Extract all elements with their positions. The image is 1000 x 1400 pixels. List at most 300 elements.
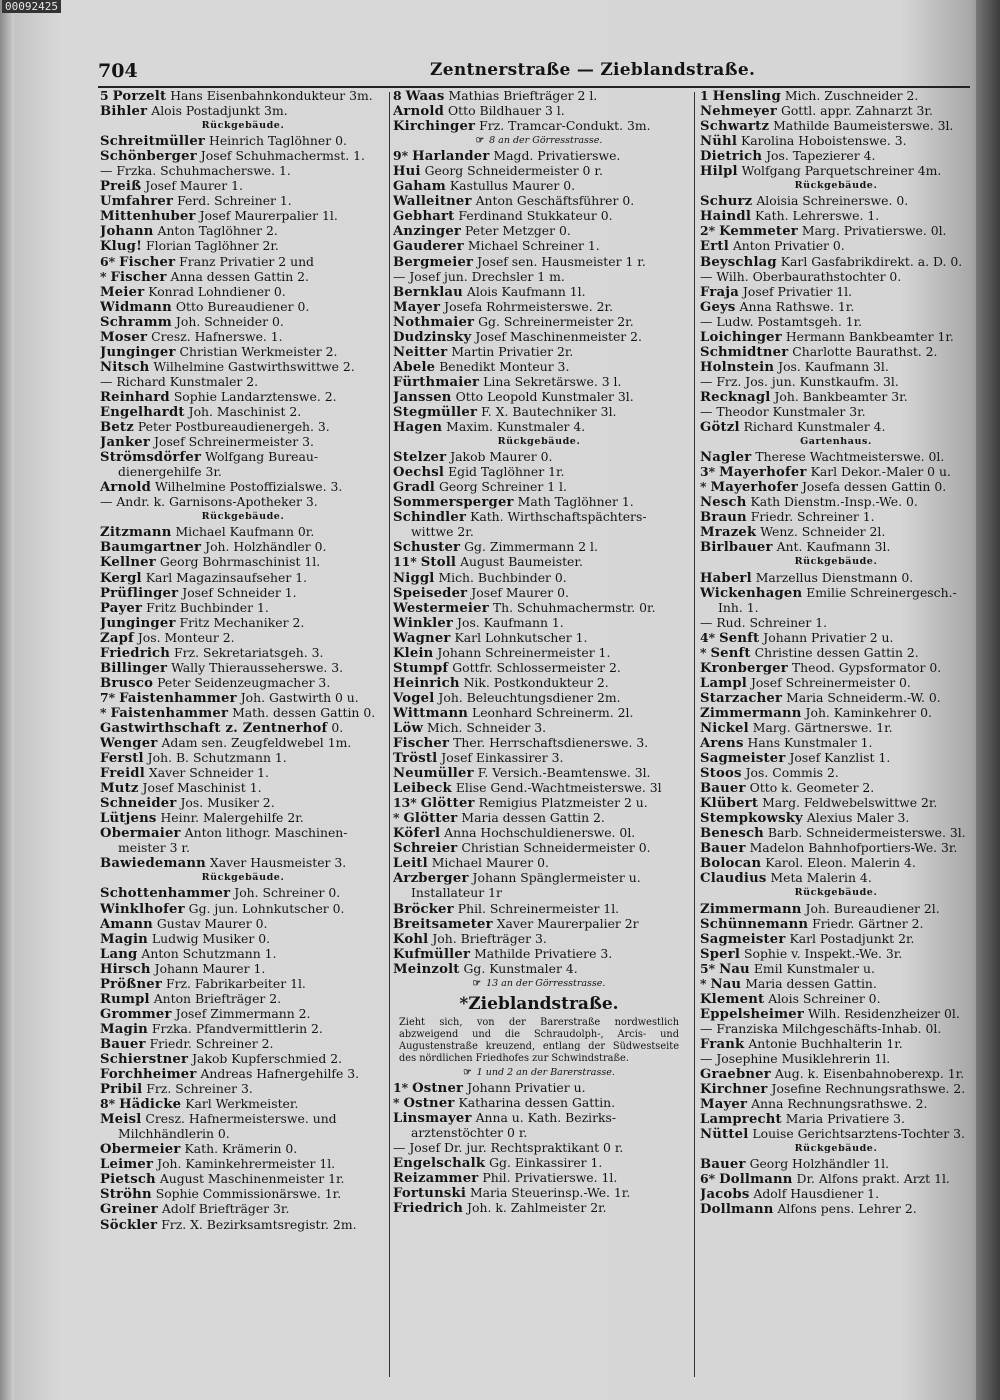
resident-details: Xaver Maurerpalier 2r [496,915,639,931]
resident-details: — Franziska Milchgeschäfts-Inhab. 0l. [700,1020,942,1036]
resident-surname: Mayerhofer [719,465,807,481]
house-number: 3* [700,464,716,480]
note-text: 8 an der Görresstrasse. [489,135,603,147]
directory-entry [700,1111,972,1126]
resident-surname: Walleitner [393,194,472,210]
directory-entry [393,148,685,163]
directory-entry [393,118,685,133]
resident-details: Meta Malerin 4. [770,870,872,886]
resident-surname: Greiner [100,1202,158,1218]
directory-entry [700,404,972,419]
resident-details: Kath. Krämerin 0. [184,1141,298,1157]
resident-surname: Niggl [393,570,435,586]
resident-details: Dr. Alfons prakt. Arzt 1l. [796,1171,950,1187]
resident-surname: Ertl [700,239,729,255]
resident-details: — Theodor Kunstmaler 3r. [700,403,866,419]
directory-entry [393,359,685,374]
resident-details: Joh. Kaminkehrer 0. [805,704,932,720]
pointing-hand-icon: ☞ [472,977,482,989]
resident-surname: Frank [700,1036,745,1052]
directory-entry [100,991,386,1006]
resident-surname: Geys [700,299,736,315]
house-number: 8* [100,1096,116,1112]
resident-details: Christine dessen Gattin 2. [754,644,919,660]
directory-entry [393,705,685,720]
resident-surname: Kohl [393,931,429,947]
resident-details: Cresz. Hafnerswe. 1. [151,328,283,344]
resident-surname: Fortunski [393,1186,467,1202]
resident-surname: Zapf [100,630,134,646]
resident-details: Mich. Schneider 3. [426,719,547,735]
resident-surname: Preiß [100,179,142,195]
directory-entry [100,1111,386,1126]
resident-surname: Zitzmann [100,525,172,541]
resident-details: Wolfgang Parquetschreiner 4m. [741,163,942,179]
resident-details: Joh. Maschinist 2. [188,403,302,419]
resident-details: Joh. Schneider 0. [175,313,284,329]
resident-details: Richard Kunstmaler 4. [743,419,886,435]
resident-details: Nik. Postkondukteur 2. [463,674,609,690]
resident-details: Joh. B. Schutzmann 1. [147,750,287,766]
cross-reference-note [393,1065,685,1080]
directory-entry [100,254,386,269]
directory-entry [100,615,386,630]
resident-surname: Freidl [100,766,145,782]
entry-continuation: Installateur 1r [411,885,502,901]
resident-details: Egid Taglöhner 1r. [448,464,565,480]
resident-surname: Gradl [393,480,435,496]
resident-surname: Mittenhuber [100,209,196,225]
resident-details: Mathias Briefträger 2 l. [448,88,598,103]
resident-details: Otto Bureaudiener 0. [175,298,310,314]
directory-entry [700,1021,972,1036]
resident-surname: Stumpf [393,660,449,676]
resident-details: Gottfr. Schlossermeister 2. [452,659,621,675]
resident-surname: Schmidtner [700,344,789,360]
resident-details: Math. dessen Gattin 0. [232,704,376,720]
directory-entry [700,1186,972,1201]
resident-details: Karolina Hoboistenswe. 3. [741,133,907,149]
resident-details: Alois Schreiner 0. [768,990,881,1006]
directory-entry [100,660,386,675]
directory-entry [393,1185,685,1200]
resident-surname: Porzelt [112,89,167,104]
resident-details: Otto Leopold Kunstmaler 3l. [455,388,634,404]
house-number: 5 [100,88,109,103]
resident-surname: Haberl [700,570,752,586]
resident-details: Th. Schuhmachermstr. 0r. [492,599,656,615]
resident-surname: Dollmann [700,1202,774,1217]
resident-details: Johann Privatier 2 u. [763,629,894,645]
resident-surname: Nitsch [100,359,150,375]
directory-entry [100,645,386,660]
resident-surname: Schottenhammer [100,886,231,902]
resident-surname: Schreier [393,841,458,857]
directory-entry [393,946,685,961]
directory-entry [700,705,972,720]
resident-details: Gg. Zimmermann 2 l. [464,539,598,555]
resident-details: Xaver Hausmeister 3. [209,855,347,871]
directory-entry [100,178,386,193]
directory-entry [700,916,972,931]
resident-details: Kath. Lehrerswe. 1. [755,208,880,224]
resident-details: Josef Privatier 1l. [742,283,853,299]
resident-surname: Glötter [420,796,475,812]
resident-details: Josef Schneider 1. [182,584,297,600]
resident-details: Antonie Buchhalterin 1r. [748,1035,903,1051]
resident-details: Jos. Kaufmann 3l. [778,358,889,374]
directory-entry [393,1155,685,1170]
resident-surname: Stempkowsky [700,811,803,827]
house-number: 6* [100,253,116,269]
resident-surname: Heinrich [393,675,460,691]
directory-entry [393,479,685,494]
directory-entry [100,780,386,795]
resident-surname: Nesch [700,495,747,511]
directory-entry [100,570,386,585]
resident-details: Gottl. appr. Zahnarzt 3r. [780,103,933,119]
resident-details: Otto k. Geometer 2. [749,780,875,796]
resident-surname: Arnold [393,104,444,120]
resident-surname: Bernklau [393,284,463,300]
resident-details: F. Versich.-Beamtenswe. 3l. [477,765,651,781]
resident-surname: Ostner [403,1095,455,1111]
resident-surname: Schönberger [100,149,197,165]
resident-details: Georg Bohrmaschinist 1l. [159,554,321,570]
resident-surname: Junginger [100,615,176,631]
directory-entry [393,690,685,705]
directory-entry [100,223,386,238]
resident-details: Anton Taglöhner 2. [157,223,278,239]
resident-surname: Friedrich [100,645,171,661]
resident-details: Josef Einkassirer 3. [441,750,564,766]
resident-surname: Hädicke [119,1097,182,1113]
resident-details: Elise Gend.-Wachtmeisterswe. 3l [455,780,662,796]
directory-entry [393,675,685,690]
house-number: * [700,975,707,991]
resident-details: Josefine Rechnungsrathswe. 2. [771,1081,966,1097]
resident-details: Gg. Einkassirer 1. [489,1155,603,1171]
resident-details: Gg. jun. Lohnkutscher 0. [188,900,345,916]
directory-entry [700,449,972,464]
resident-surname: Johann [100,224,154,240]
resident-surname: Nüttel [700,1127,749,1143]
pointing-hand-icon: ☞ [475,135,485,147]
resident-details: Georg Holzhändler 1l. [749,1156,890,1172]
resident-surname: Reizammer [393,1171,479,1187]
resident-details: Josef Schuhmachermst. 1. [200,148,365,164]
resident-details: Josefa Rohrmeisterswe. 2r. [444,298,614,314]
directory-entry [393,825,685,840]
directory-entry [100,148,386,163]
directory-entry [393,178,685,193]
directory-entry [393,269,685,284]
resident-surname: Nau [710,976,742,992]
resident-surname: Dudzinsky [393,329,472,345]
house-number: 7* [100,689,116,705]
resident-surname: Nothmaier [393,314,475,330]
resident-surname: Kemmeter [719,224,798,240]
resident-surname: Bihler [100,104,148,120]
directory-entry [100,404,386,419]
resident-details: Anna u. Kath. Bezirks- [475,1109,617,1125]
resident-surname: Schreitmüller [100,134,206,150]
resident-surname: Winklhofer [100,901,185,917]
resident-surname: Sagmeister [700,751,786,767]
directory-entry [700,931,972,946]
entry-continuation: dienergehilfe 3r. [118,464,222,480]
directory-entry [100,193,386,208]
house-number: 6* [700,1171,716,1187]
resident-surname: Jacobs [700,1187,750,1203]
resident-details: Christian Werkmeister 2. [179,343,338,359]
resident-details: 0. [331,719,344,735]
directory-entry [100,765,386,780]
resident-details: Hans Kunstmaler 1. [747,735,873,751]
directory-entry [100,479,386,494]
directory-entry [700,223,972,238]
resident-surname: Senft [719,630,760,646]
resident-details: Josef Maurerpalier 1l. [199,208,338,224]
resident-details: Frz. Fabrikarbeiter 1l. [165,975,306,991]
resident-surname: Dollmann [719,1172,793,1188]
directory-entry [393,660,685,675]
directory-entry [100,795,386,810]
resident-details: Friedr. Schreiner 2. [149,1035,274,1051]
directory-entry [393,916,685,931]
directory-entry [100,630,386,645]
resident-surname: Schuster [393,540,461,556]
resident-details: Ther. Herrschaftsdienerswe. 3. [453,735,649,751]
resident-surname: Pietsch [100,1172,156,1188]
directory-entry [700,570,972,585]
resident-surname: Söckler [100,1217,158,1232]
resident-surname: Oechsl [393,465,445,481]
resident-details: Frz. X. Bezirksamtsregistr. 2m. [161,1216,357,1232]
resident-details: Karl Werkmeister. [185,1096,299,1112]
directory-entry [393,208,685,223]
directory-entry [100,1096,386,1111]
directory-entry [100,931,386,946]
directory-entry [100,539,386,554]
resident-surname: Dietrich [700,149,763,165]
resident-details: Alois Postadjunkt 3m. [151,103,288,119]
resident-details: Wolfgang Bureau- [205,449,319,465]
house-number: 1 [700,88,709,103]
resident-surname: Sagmeister [700,931,786,947]
resident-surname: Nühl [700,134,738,150]
directory-entry [700,1126,972,1141]
directory-entry [393,389,685,404]
resident-details: Florian Taglöhner 2r. [146,238,279,254]
directory-entry [393,795,685,810]
directory-entry [100,419,386,434]
resident-surname: Schurz [700,194,753,210]
resident-surname: Mrazek [700,525,757,541]
resident-surname: Kellner [100,555,156,571]
resident-details: Phil. Privatierswe. 1l. [482,1170,618,1186]
resident-surname: Stelzer [393,450,447,466]
resident-surname: Amann [100,916,153,932]
directory-entry [700,645,972,660]
resident-surname: Nagler [700,450,752,466]
directory-entry [393,750,685,765]
directory-entry [700,765,972,780]
resident-details: Hans Eisenbahnkondukteur 3m. [170,88,373,103]
directory-entry [393,88,685,103]
resident-details: Mich. Buchbinder 0. [438,569,567,585]
directory-entry [393,449,685,464]
directory-entry [100,449,386,464]
resident-details: Jos. Kaufmann 1. [457,614,564,630]
building-subheading: Rückgebäude. [201,120,285,132]
resident-details: Johann Privatier u. [467,1079,586,1095]
directory-entry [700,1051,972,1066]
directory-entry [393,870,685,885]
directory-entry [393,464,685,479]
house-number: 2* [700,223,716,239]
directory-entry [100,1066,386,1081]
resident-surname: Magin [100,931,148,947]
resident-surname: Hagen [393,420,443,436]
directory-entry [100,524,386,539]
directory-entry [100,374,386,389]
directory-entry [100,103,386,118]
resident-details: Sophie Commissionärswe. 1r. [155,1186,342,1202]
resident-surname: Brusco [100,675,154,691]
resident-surname: Kirchinger [393,119,476,135]
resident-details: Joh. Holzhändler 0. [205,539,327,555]
resident-surname: Zimmermann [700,705,802,721]
resident-details: Jakob Maurer 0. [450,449,553,465]
directory-entry [700,118,972,133]
directory-entry [700,1156,972,1171]
directory-entry [700,374,972,389]
building-subheading: Rückgebäude. [794,180,878,192]
directory-entry [700,1006,972,1021]
resident-details: Anna Hochschuldienerswe. 0l. [444,825,636,841]
resident-surname: Kufmüller [393,946,471,962]
directory-entry [393,600,685,615]
resident-details: Anna Rathswe. 1r. [739,298,855,314]
resident-details: Frz. Schreiner 3. [146,1081,253,1097]
resident-details: Maria Privatiere 3. [785,1111,905,1127]
building-subheading: Rückgebäude. [794,887,878,899]
building-subheading: Gartenhaus. [800,436,872,448]
directory-entry [393,630,685,645]
resident-surname: Speiseder [393,585,468,601]
resident-surname: Harlander [412,149,490,165]
note-text: 13 an der Görresstrasse. [486,977,606,989]
resident-details: Mathilde Privatiere 3. [474,945,613,961]
directory-entry [393,344,685,359]
cross-reference-note [393,976,685,991]
resident-surname: Benesch [700,826,764,842]
directory-entry [393,163,685,178]
resident-surname: Holnstein [700,359,775,375]
resident-surname: Bergmeier [393,254,474,270]
resident-surname: Graebner [700,1067,771,1083]
resident-surname: Prößner [100,976,163,992]
resident-surname: Bolocan [700,856,762,872]
resident-surname: Löw [393,720,424,736]
resident-surname: Obermeier [100,1142,181,1158]
resident-surname: Starzacher [700,690,783,706]
resident-details: Madelon Bahnhofportiers-We. 3r. [749,840,958,856]
resident-surname: Wickenhagen [700,585,803,601]
resident-details: — Josephine Musiklehrerin 1l. [700,1051,891,1066]
house-number: * [700,479,707,495]
directory-entry [393,419,685,434]
resident-details: Gustav Maurer 0. [156,915,268,931]
directory-entry [393,855,685,870]
resident-details: Wilh. Residenzheizer 0l. [807,1005,960,1021]
directory-entry [700,615,972,630]
resident-surname: Janssen [393,389,452,405]
directory-entry [700,780,972,795]
resident-surname: Braun [700,510,747,526]
directory-entry [100,1081,386,1096]
resident-details: Anna dessen Gattin 2. [170,268,309,284]
resident-surname: Widmann [100,299,172,315]
resident-details: Heinr. Malergehilfe 2r. [160,810,304,826]
resident-surname: Friedrich [393,1201,464,1216]
resident-surname: Lamprecht [700,1112,782,1128]
directory-entry [100,359,386,374]
directory-entry [100,1036,386,1051]
directory-entry [100,434,386,449]
resident-details: Aloisia Schreinerswe. 0. [756,193,909,209]
resident-surname: Fraja [700,284,739,300]
resident-details: Josef Maschinist 1. [142,780,262,796]
resident-details: Emilie Schreinergesch.- [806,584,957,600]
resident-surname: Loichinger [700,329,782,345]
page-number: 704 [98,60,138,82]
resident-details: Jos. Musiker 2. [180,795,275,811]
resident-surname: Senft [710,645,751,661]
directory-entry [700,299,972,314]
resident-details: Phil. Schreinermeister 1l. [457,900,620,916]
street-heading: *Zieblandstraße. [459,993,619,1014]
resident-surname: Haindl [700,209,752,225]
resident-surname: Baumgartner [100,540,202,556]
resident-surname: Köferl [393,826,441,842]
resident-surname: Reinhard [100,389,170,405]
resident-details: Josef sen. Hausmeister 1 r. [477,253,646,269]
resident-details: Karl Magazinsaufseher 1. [145,569,308,585]
entry-continuation: meister 3 r. [118,840,190,856]
resident-details: — Frzka. Schuhmacherswe. 1. [100,163,291,179]
resident-details: Peter Seidenzeugmacher 3. [157,674,331,690]
directory-entry [100,269,386,284]
resident-details: Theod. Gypsformator 0. [791,659,942,675]
resident-details: Johann Maurer 1. [154,960,266,976]
resident-details: — Josef Dr. jur. Rechtspraktikant 0 r. [393,1140,624,1156]
resident-surname: Recknagl [700,389,771,405]
resident-surname: Schramm [100,314,172,330]
resident-surname: Klein [393,645,434,661]
directory-entry [700,961,972,976]
directory-entry [700,524,972,539]
resident-surname: Rumpl [100,991,150,1007]
resident-details: Gg. Schreinermeister 2r. [478,313,634,329]
resident-details: Joh. k. Zahlmeister 2r. [467,1200,607,1216]
resident-surname: Neitter [393,344,448,360]
resident-surname: Götzl [700,420,740,436]
column-divider [694,92,695,1377]
resident-details: Wilhelmine Gastwirthswittwe 2. [153,358,355,374]
house-number: 9* [393,148,409,164]
